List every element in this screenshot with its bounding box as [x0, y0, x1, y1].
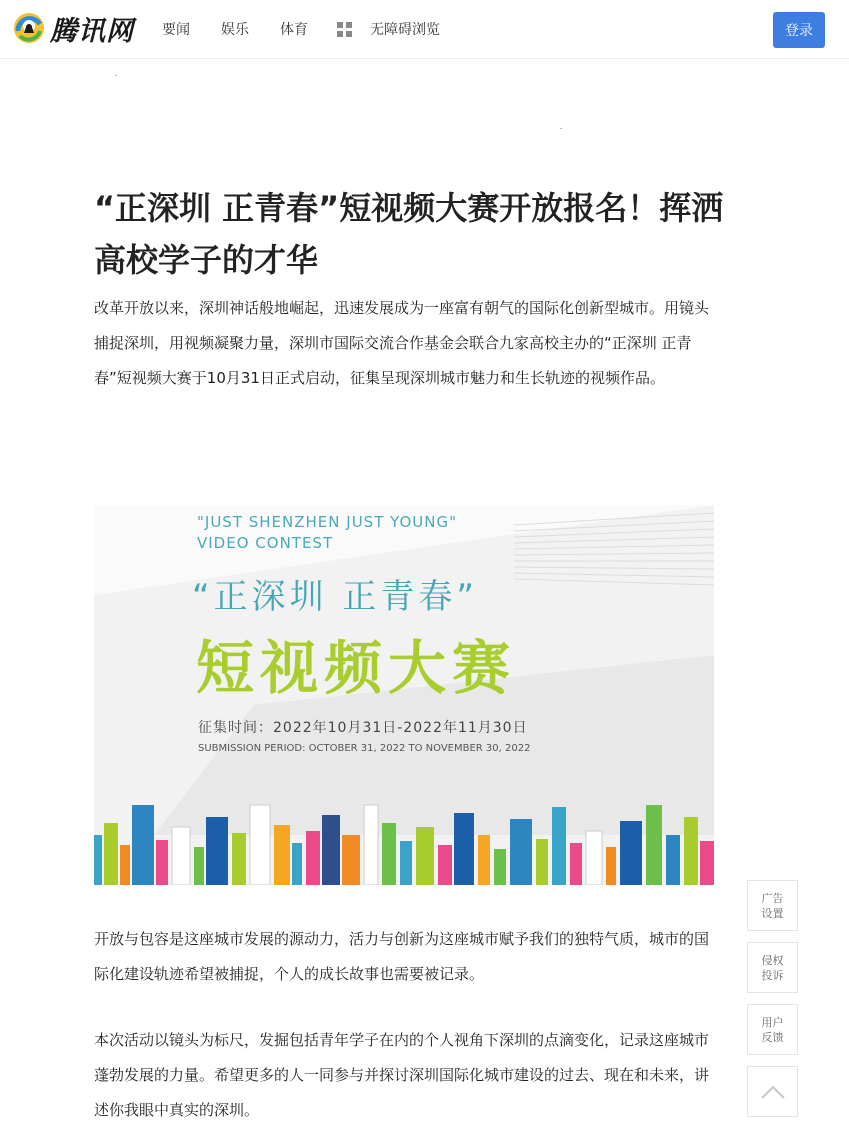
- poster-english-title: "JUST SHENZHEN JUST YOUNG": [197, 513, 458, 531]
- back-to-top-button[interactable]: [747, 1066, 798, 1117]
- user-feedback-button[interactable]: [747, 1004, 798, 1055]
- more-channels-grid-icon[interactable]: [337, 22, 352, 37]
- login-button[interactable]: 登录: [773, 12, 825, 48]
- article-title: “正深圳 正青春”短视频大赛开放报名！挥洒高校学子的才华: [94, 189, 724, 279]
- nav-item-news[interactable]: 要闻: [162, 22, 190, 38]
- nav-item-entertainment[interactable]: 娱乐: [221, 22, 249, 38]
- infringement-report-label: 侵权投诉: [761, 953, 784, 982]
- ad-settings-button[interactable]: [747, 880, 798, 931]
- tencent-bell-logo-icon: [12, 11, 46, 45]
- decorative-dot: [560, 128, 562, 129]
- nav-item-sports[interactable]: 体育: [280, 22, 308, 38]
- accessibility-link[interactable]: 无障碍浏览: [370, 22, 440, 38]
- chevron-up-icon: [760, 1084, 786, 1100]
- article-paragraph: 改革开放以来，深圳神话般地崛起，迅速发展成为一座富有朝气的国际化创新型城市。用镜头捕捉深圳，用视频凝聚力量，深圳市国际交流合作基金会联合九家高校主办的“正深圳 正青春”短视频大赛于10月31日正式启动，征集呈现深圳城市魅力和生长轨迹的视频作品。: [94, 299, 710, 387]
- tencent-logo[interactable]: [12, 8, 134, 48]
- main-nav: [162, 19, 471, 39]
- article-paragraph: 本次活动以镜头为标尺，发掘包括青年学子在内的个人视角下深圳的点滴变化，记录这座城市蓬勃发展的力量。希望更多的人一同参与并探讨深圳国际化城市建设的过去、现在和未来，讲述你我眼中真实的深圳。: [94, 1031, 710, 1119]
- article-paragraph: 开放与包容是这座城市发展的源动力，活力与创新为这座城市赋予我们的独特气质，城市的国际化建设轨迹希望被捕捉，个人的成长故事也需要被记录。: [94, 930, 710, 983]
- decorative-dot: [115, 75, 117, 76]
- poster-slogan: “正深圳 正青春”: [192, 577, 479, 617]
- ad-settings-label: 广告设置: [761, 891, 784, 920]
- user-feedback-label: 用户反馈: [761, 1015, 784, 1044]
- poster-submission-period-english: SUBMISSION PERIOD: OCTOBER 31, 2022 TO NOVEMBER 30, 2022: [198, 743, 531, 754]
- poster-english-subtitle: VIDEO CONTEST: [197, 534, 334, 552]
- poster-contest-name: 短视频大赛: [196, 634, 517, 702]
- poster-submission-period: 征集时间：2022年10月31日-2022年11月30日: [198, 720, 528, 736]
- logo-text: 腾讯网: [50, 15, 134, 47]
- infringement-report-button[interactable]: [747, 942, 798, 993]
- contest-poster-image: [94, 505, 714, 885]
- top-navigation-bar: [0, 0, 849, 59]
